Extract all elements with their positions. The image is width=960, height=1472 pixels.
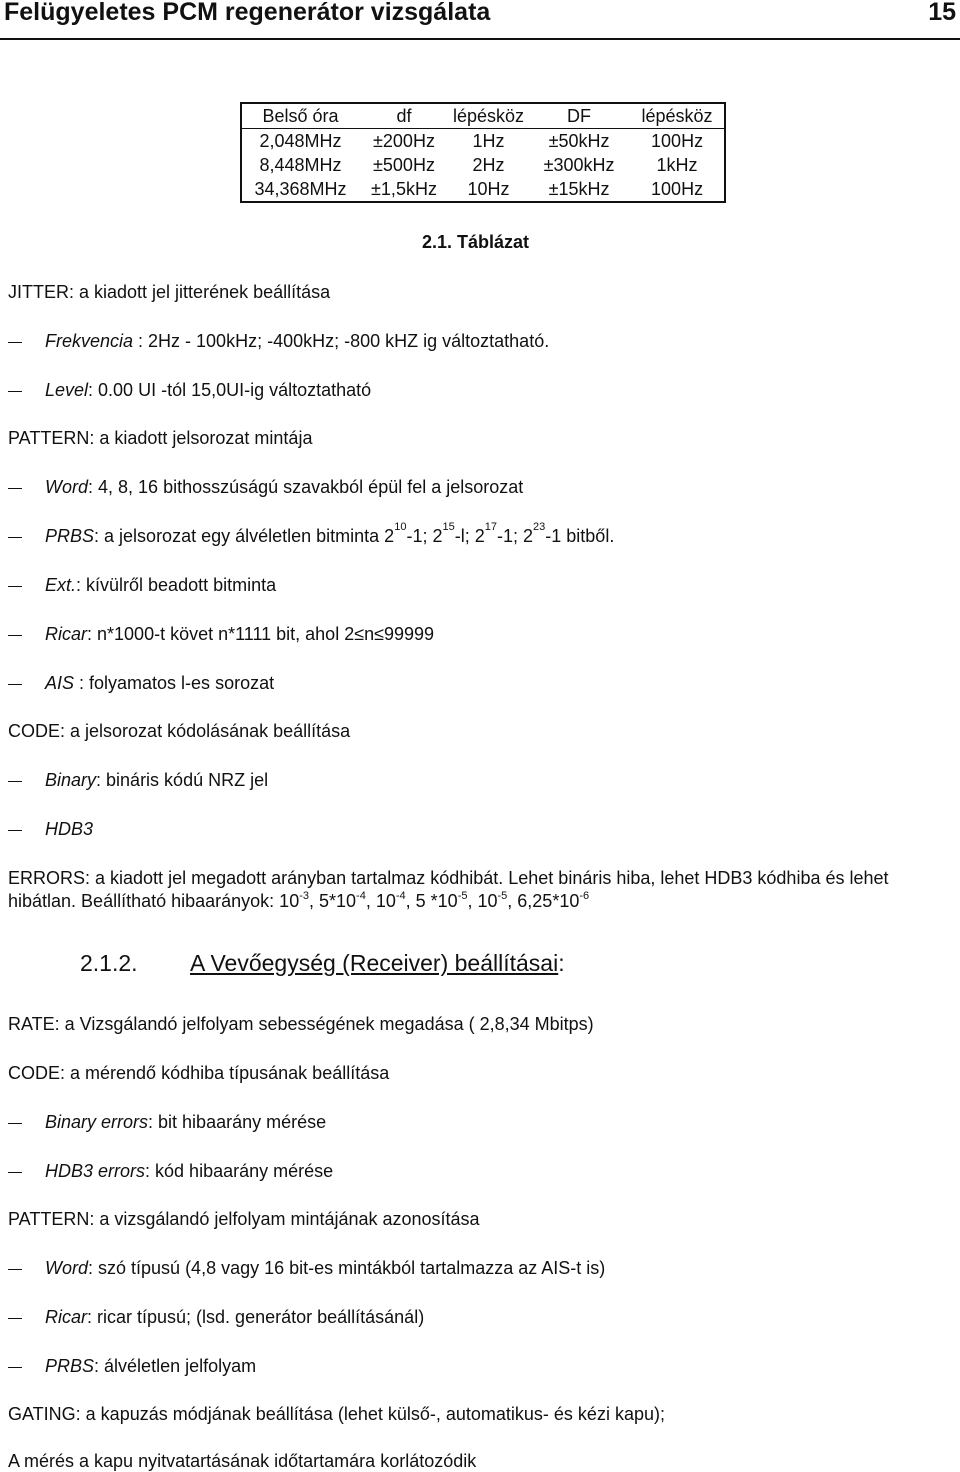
exponent: -3 [299, 890, 309, 902]
table-row [241, 153, 725, 177]
exponent: 10 [394, 521, 407, 533]
pattern-rx-heading: PATTERN [8, 1209, 90, 1229]
code-rx-text: : a mérendő kódhiba típusának beállítása [60, 1063, 390, 1083]
item-term: Binary [45, 770, 97, 790]
table-cell: ±1,5kHz [371, 179, 437, 199]
item-text: -1; 2 [497, 526, 534, 546]
item-term: Word [45, 477, 89, 497]
jitter-text: : a kiadott jel jitterének beállítása [69, 282, 331, 302]
table-caption: 2.1. Táblázat [422, 232, 530, 252]
table-cell: 100Hz [651, 179, 704, 199]
dash-icon [8, 1123, 22, 1124]
pattern-heading: PATTERN [8, 428, 90, 448]
table-cell: 100Hz [651, 131, 704, 151]
item-text: : 2Hz - 100kHz; -400kHz; -800 kHZ ig változtatható. [133, 331, 550, 351]
table-row [241, 129, 725, 154]
item-term: AIS [45, 673, 75, 693]
code-heading: CODE [8, 721, 61, 741]
item-text: -1 bitből. [545, 526, 615, 546]
dash-icon [8, 1367, 22, 1368]
code-rx-heading-line [8, 1063, 389, 1084]
table-cell: 2Hz [472, 155, 505, 175]
table-cell: 2,048MHz [259, 131, 342, 151]
page-number: 15 [928, 0, 956, 26]
exponent: -4 [395, 890, 406, 902]
item-text: : bináris kódú NRZ jel [96, 770, 269, 790]
errors-text: , 5*10 [309, 891, 357, 911]
item-text: : 0.00 UI -tól 15,0UI-ig változtatható [88, 380, 372, 400]
dash-icon [8, 830, 22, 831]
item-text: : folyamatos l-es sorozat [74, 673, 275, 693]
item-text: : kód hibaarány mérése [145, 1161, 334, 1181]
item-term: PRBS [45, 1356, 95, 1376]
errors-paragraph [8, 867, 958, 913]
errors-text: , 10 [467, 891, 498, 911]
table-cell: ±500Hz [373, 155, 435, 175]
gating-heading: GATING [8, 1404, 76, 1424]
pattern-heading-line [8, 428, 312, 449]
item-text: : n*1000-t követ n*1111 bit, ahol 2≤n≤99999 [87, 624, 435, 644]
table-cell: 34,368MHz [254, 179, 347, 199]
frequency-table [240, 102, 726, 203]
section-colon: : [558, 950, 565, 976]
item-text: : ricar típusú; (lsd. generátor beállításánál) [87, 1307, 425, 1327]
section-title: A Vevőegység (Receiver) beállításai [190, 950, 559, 976]
code-heading-line [8, 721, 350, 742]
errors-text: , 5 *10 [405, 891, 458, 911]
page-header [0, 0, 960, 40]
table-cell: ±50kHz [548, 131, 610, 151]
jitter-heading: JITTER [8, 282, 69, 302]
table-header-cell: lépésköz [449, 103, 528, 129]
dash-icon [8, 684, 22, 685]
dash-icon [8, 537, 22, 538]
table-header-cell: lépésköz [630, 103, 725, 129]
code-rx-heading: CODE [8, 1063, 61, 1083]
dash-icon [8, 342, 22, 343]
code-text: : a jelsorozat kódolásának beállítása [60, 721, 351, 741]
rate-line [8, 1014, 594, 1035]
item-text: : álvéletlen jelfolyam [94, 1356, 257, 1376]
item-term: HDB3 errors [45, 1161, 146, 1181]
rate-heading: RATE [8, 1014, 55, 1034]
gating-text: : a kapuzás módjának beállítása (lehet külső-, automatikus- és kézi kapu); [75, 1404, 665, 1424]
table-cell: ±15kHz [548, 179, 610, 199]
exponent: -5 [497, 890, 508, 902]
item-text: : bit hibaarány mérése [148, 1112, 327, 1132]
table-cell: ±300kHz [543, 155, 615, 175]
table-header-cell: Belső óra [241, 103, 359, 129]
exponent: -6 [579, 890, 590, 902]
exponent: -5 [457, 890, 468, 902]
dash-icon [8, 488, 22, 489]
item-term: Word [45, 1258, 89, 1278]
dash-icon [8, 1172, 22, 1173]
pattern-text: : a kiadott jelsorozat mintája [89, 428, 313, 448]
table-cell: 1kHz [656, 155, 698, 175]
exponent: 15 [442, 521, 455, 533]
item-term: HDB3 [45, 819, 94, 839]
section-number: 2.1.2. [80, 950, 138, 976]
section-heading [80, 950, 565, 977]
exponent: -4 [356, 890, 366, 902]
table-header-row [241, 103, 725, 129]
item-term: PRBS [45, 526, 95, 546]
dash-icon [8, 781, 22, 782]
item-text: : 4, 8, 16 bithosszúságú szavakból épül fel a jelsorozat [88, 477, 524, 497]
document-title: Felügyeletes PCM regenerátor vizsgálata [4, 0, 491, 26]
item-term: Frekvencia [45, 331, 134, 351]
exponent: 23 [533, 521, 546, 533]
footer-text: A mérés a kapu nyitvatartásának időtartamára korlátozódik [8, 1451, 477, 1471]
item-text: -l; 2 [454, 526, 485, 546]
table-header-cell: DF [528, 103, 630, 129]
errors-text: , 10 [365, 891, 396, 911]
exponent: 17 [484, 521, 497, 533]
dash-icon [8, 635, 22, 636]
table-row [241, 177, 725, 202]
item-term: Ricar [45, 1307, 88, 1327]
footer-line [8, 1451, 476, 1472]
item-text: : a jelsorozat egy álvéletlen bitminta 2 [94, 526, 395, 546]
table-header-cell: df [359, 103, 449, 129]
gating-line [8, 1404, 665, 1425]
errors-text: : a kiadott jel megadott arányban tartalmaz kódhibát. Lehet bináris hiba, lehet HDB3 kódhiba és lehet hibátlan. Beállítható hibaarányok: 10 [8, 868, 889, 911]
item-term: Ricar [45, 624, 88, 644]
item-text: -1; 2 [406, 526, 443, 546]
rate-text: : a Vizsgálandó jelfolyam sebességének megadása ( 2,8,34 Mbitps) [54, 1014, 594, 1034]
item-term: Ext. [45, 575, 77, 595]
dash-icon [8, 586, 22, 587]
jitter-heading-line [8, 282, 330, 303]
dash-icon [8, 1318, 22, 1319]
errors-text: , 6,25*10 [507, 891, 580, 911]
table-cell: 8,448MHz [259, 155, 342, 175]
table-cell: ±200Hz [373, 131, 435, 151]
pattern-rx-heading-line [8, 1209, 480, 1230]
table-cell: 10Hz [467, 179, 510, 199]
dash-icon [8, 1269, 22, 1270]
pattern-rx-text: : a vizsgálandó jelfolyam mintájának azonosítása [89, 1209, 480, 1229]
dash-icon [8, 391, 22, 392]
errors-heading: ERRORS [8, 868, 86, 888]
item-term: Level [45, 380, 89, 400]
item-text: : szó típusú (4,8 vagy 16 bit-es mintákból tartalmazza az AIS-t is) [88, 1258, 606, 1278]
item-term: Binary errors [45, 1112, 149, 1132]
table-cell: 1Hz [472, 131, 505, 151]
item-text: : kívülről beadott bitminta [76, 575, 277, 595]
